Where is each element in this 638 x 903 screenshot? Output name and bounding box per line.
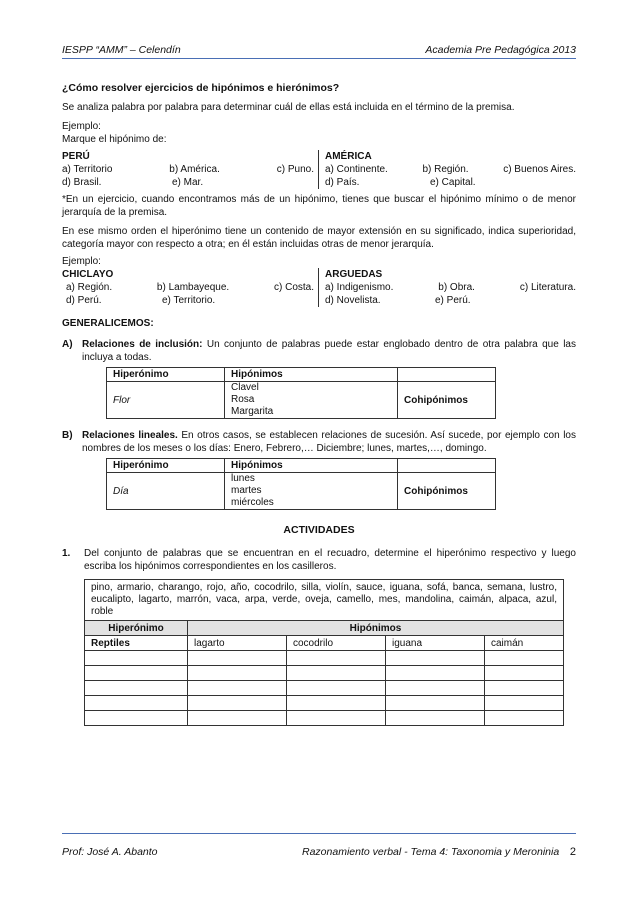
table-row (85, 696, 564, 711)
example2-columns (62, 268, 576, 307)
option: d) País. (325, 177, 360, 188)
answer-cell[interactable] (287, 681, 386, 696)
hyperonym-paragraph: En ese mismo orden el hiperónimo tiene un contenido de mayor extensión en su significado, indica superioridad, categoría mayor con respecto a otra; en él están incluidas otras de menor jerarquía. (62, 226, 576, 250)
page-header (62, 44, 576, 58)
option: c) Puno. (276, 164, 314, 175)
cohyponyms-cell: Cohipónimos (398, 473, 496, 510)
section-b-text (82, 429, 576, 455)
answer-cell[interactable] (287, 651, 386, 666)
answer-cell[interactable] (386, 651, 485, 666)
option: a) Región. (66, 282, 113, 293)
answer-table (84, 620, 564, 726)
table-header-row (107, 368, 496, 382)
generalize-heading: GENERALICEMOS: (62, 318, 154, 329)
header-cell: Hipónimos (225, 368, 398, 382)
option: a) Continente. (325, 164, 388, 175)
example1-left-row2 (62, 176, 314, 189)
example2-right (319, 268, 576, 307)
answer-cell[interactable] (188, 681, 287, 696)
activity-1-number: 1. (62, 548, 71, 559)
section-b-body: En otros casos, se establecen relaciones de sucesión. Así sucede, por ejemplo con los nombres de los meses o los días: Enero, Febrero,… Diciembre; lunes, martes,…, domingo. (82, 430, 576, 454)
hyperonym-cell: Flor (107, 382, 225, 419)
table-row (85, 636, 564, 651)
header-cell: Hiperónimo (107, 459, 225, 473)
option: c) Costa. (273, 282, 314, 293)
answer-cell: Reptiles (85, 636, 188, 651)
option: d) Perú. (66, 295, 102, 306)
answer-cell[interactable] (485, 666, 564, 681)
example1-label: Ejemplo: (62, 121, 101, 132)
option: b) Lambayeque. (156, 282, 230, 293)
header-cell: Hiperónimo (85, 621, 188, 636)
linear-table (106, 458, 496, 510)
section-a-title: Relaciones de inclusión: (82, 339, 203, 350)
header-rule (62, 58, 576, 59)
activity-1-text: Del conjunto de palabras que se encuentran en el recuadro, determine el hiperónimo respectivo y luego escriba los hipónimos correspondientes en los casilleros. (84, 548, 576, 572)
option: c) Buenos Aires. (503, 164, 576, 175)
example2-right-row2 (325, 294, 576, 307)
table-header-row (107, 459, 496, 473)
answer-cell[interactable] (85, 666, 188, 681)
section-b-label: B) (62, 430, 73, 441)
table-row (85, 711, 564, 726)
table-row (107, 473, 496, 510)
answer-cell[interactable] (386, 666, 485, 681)
header-right: Academia Pre Pedagógica 2013 (425, 44, 576, 56)
example1-right-title: AMÉRICA (325, 151, 372, 162)
answer-cell[interactable] (485, 711, 564, 726)
intro-paragraph: Se analiza palabra por palabra para determinar cuál de ellas está incluida en el término de la premisa. (62, 102, 515, 113)
answer-cell[interactable] (85, 696, 188, 711)
answer-cell[interactable] (188, 651, 287, 666)
answer-cell[interactable] (85, 711, 188, 726)
answer-cell[interactable] (485, 651, 564, 666)
example1-left-title: PERÚ (62, 151, 90, 162)
word-box: pino, armario, charango, rojo, año, cocodrilo, silla, violín, sauce, iguana, sofá, banca, semana, lustro, eucalipto, lagarto, marrón, vaca, arpa, verde, oveja, camello, mes, mandolina, caimán, alpaca, azul, roble (84, 579, 564, 620)
activities-heading: ACTIVIDADES (283, 524, 355, 536)
option: c) Literatura. (519, 282, 576, 293)
answer-cell[interactable] (85, 681, 188, 696)
hyponym: Clavel (231, 382, 259, 393)
section-b (62, 429, 576, 455)
answer-cell: iguana (386, 636, 485, 651)
answer-cell: lagarto (188, 636, 287, 651)
section-a-body: Un conjunto de palabras puede estar englobado dentro de otra palabra que las incluya a todas. (82, 339, 576, 363)
option: e) Mar. (172, 177, 204, 188)
section-b-title: Relaciones lineales. (82, 430, 178, 441)
hyponym: martes (231, 485, 262, 496)
table-row (85, 666, 564, 681)
header-cell: Hipónimos (188, 621, 564, 636)
footer-left: Prof: José A. Abanto (62, 846, 158, 858)
example2-left-row2 (62, 294, 314, 307)
example2-right-row1 (325, 281, 576, 294)
hyponym: Margarita (231, 406, 274, 417)
answer-cell[interactable] (287, 711, 386, 726)
header-cell: Hiperónimo (107, 368, 225, 382)
option: a) Territorio (62, 164, 113, 175)
hyponym: miércoles (231, 497, 274, 508)
answer-cell[interactable] (386, 711, 485, 726)
answer-cell[interactable] (188, 666, 287, 681)
footer-rule (62, 833, 576, 834)
section-a-label: A) (62, 339, 73, 350)
section-a (62, 338, 576, 364)
page-number: 2 (569, 846, 576, 858)
example2-label: Ejemplo: (62, 256, 101, 267)
example1-columns (62, 150, 576, 189)
table-row (107, 382, 496, 419)
example2-right-title: ARGUEDAS (325, 269, 383, 280)
option: e) Capital. (430, 177, 476, 188)
footer-center: Razonamiento verbal - Tema 4: Taxonomia y Meroninia (302, 846, 560, 858)
example1-left-row1 (62, 163, 314, 176)
example1-right (319, 150, 576, 189)
hyponym: Rosa (231, 394, 255, 405)
inclusion-table (106, 367, 496, 419)
example2-left (62, 268, 319, 307)
answer-cell[interactable] (85, 651, 188, 666)
header-cell (398, 459, 496, 473)
option: d) Brasil. (62, 177, 102, 188)
table-row (85, 651, 564, 666)
table-row (85, 681, 564, 696)
hyponyms-cell (225, 382, 398, 419)
activity-1 (62, 547, 576, 573)
answer-header-row (85, 621, 564, 636)
answer-cell[interactable] (386, 696, 485, 711)
answer-cell: caimán (485, 636, 564, 651)
hyperonym-cell: Día (107, 473, 225, 510)
example2-left-row1 (62, 281, 314, 294)
example1-right-row1 (325, 163, 576, 176)
header-left: IESPP “AMM” – Celendín (62, 44, 181, 56)
main-content (62, 82, 576, 726)
answer-cell[interactable] (485, 696, 564, 711)
answer-cell[interactable] (188, 696, 287, 711)
answer-cell[interactable] (287, 666, 386, 681)
answer-cell[interactable] (485, 681, 564, 696)
header-cell (398, 368, 496, 382)
answer-cell[interactable] (386, 681, 485, 696)
option: b) América. (169, 164, 220, 175)
note-paragraph: *En un ejercicio, cuando encontramos más de un hipónimo, tienes que buscar el hipónimo mínimo o de menor jerarquía de la premisa. (62, 194, 576, 218)
option: a) Indigenismo. (325, 282, 394, 293)
hyponyms-cell (225, 473, 398, 510)
option: e) Territorio. (162, 295, 216, 306)
answer-cell: cocodrilo (287, 636, 386, 651)
example1-instruction: Marque el hipónimo de: (62, 134, 167, 145)
example1-left (62, 150, 319, 189)
example1-right-row2 (325, 176, 576, 189)
option: b) Región. (422, 164, 469, 175)
option: d) Novelista. (325, 295, 381, 306)
example2-left-title: CHICLAYO (62, 269, 114, 280)
answer-cell[interactable] (188, 711, 287, 726)
hyponym: lunes (231, 473, 255, 484)
cohyponyms-cell: Cohipónimos (398, 382, 496, 419)
option: b) Obra. (438, 282, 475, 293)
section-a-text (82, 338, 576, 364)
option: e) Perú. (435, 295, 471, 306)
header-cell: Hipónimos (225, 459, 398, 473)
section-question: ¿Cómo resolver ejercicios de hipónimos e hierónimos? (62, 82, 340, 94)
answer-cell[interactable] (287, 696, 386, 711)
